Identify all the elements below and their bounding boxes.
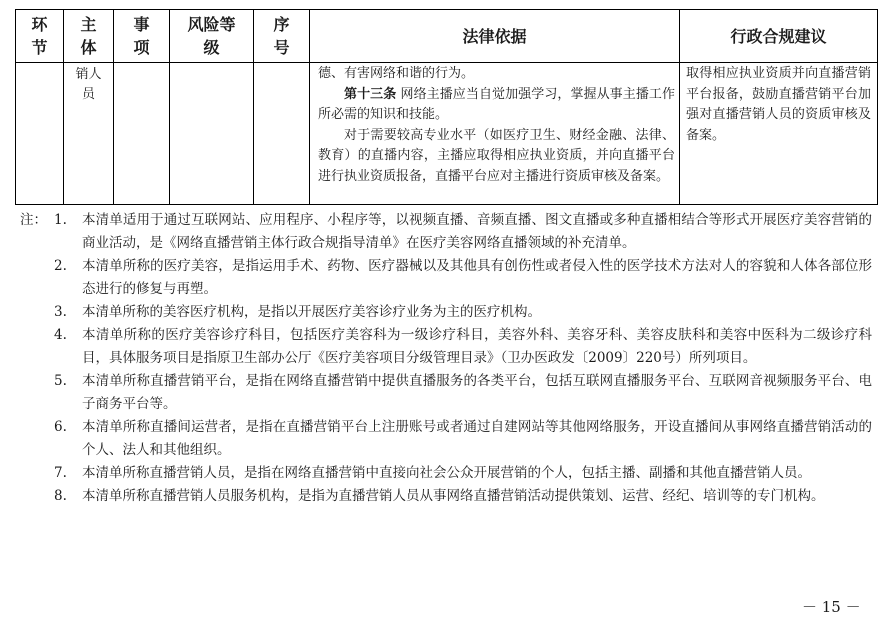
table-header-row: [16, 10, 878, 63]
header-advice: 行政合规建议: [680, 10, 878, 63]
note-text: 本清单适用于通过互联网站、应用程序、小程序等，以视频直播、音频直播、图文直播或多种直播相结合等形式开展医疗美容营销的商业活动，是《网络直播营销主体行政合规指导清单》在医疗美容网络直播领域的补充清单。: [82, 212, 872, 251]
note-number: 7.: [54, 465, 67, 481]
note-number: 1.: [54, 212, 67, 228]
cell-item: [114, 63, 170, 205]
article-13: [318, 85, 675, 126]
article-13-para2: 对于需要较高专业水平（如医疗卫生、财经金融、法律、教育）的直播内容，主播应取得相应执业资质，并向直播平台进行执业资质报备，直播平台应对主播进行资质审核及备案。: [318, 127, 675, 184]
page-number: － 15 －: [802, 598, 861, 616]
note-number: 4.: [54, 327, 67, 343]
cell-stage: [16, 63, 64, 205]
note-number: 3.: [54, 304, 67, 320]
note-text: 本清单所称直播营销平台，是指在网络直播营销中提供直播服务的各类平台，包括互联网直播服务平台、互联网音视频服务平台、电子商务平台等。: [82, 373, 872, 412]
advice-text: 取得相应执业资质并向直播营销平台报备，鼓励直播营销平台加强对直播营销人员的资质审核及备案。: [686, 66, 871, 143]
legal-basis-continued: 德、有害网络和谐的行为。: [318, 66, 475, 81]
header-legal-basis: 法律依据: [310, 10, 680, 63]
note-text: 本清单所称直播营销人员服务机构，是指为直播营销人员从事网络直播营销活动提供策划、运营、经纪、培训等的专门机构。: [82, 488, 825, 504]
header-stage: 环节: [16, 10, 64, 63]
header-seq: 序号: [254, 10, 310, 63]
note-text: 本清单所称直播营销人员，是指在网络直播营销中直接向社会公众开展营销的个人，包括主播、副播和其他直播营销人员。: [82, 465, 811, 481]
article-text: 网络主播应当自觉加强学习，掌握从事主播工作所必需的知识和技能。: [318, 86, 675, 122]
note-item: [20, 485, 872, 508]
note-number: 5.: [54, 373, 67, 389]
notes-prefix: 注：: [20, 212, 47, 228]
cell-advice: [680, 63, 878, 205]
cell-subject: [64, 63, 114, 205]
note-item: [20, 416, 872, 462]
compliance-table: [15, 9, 878, 205]
note-text: 本清单所称的医疗美容，是指运用手术、药物、医疗器械以及其他具有创伤性或者侵入性的医学技术方法对人的容貌和人体各部位形态进行的修复与再塑。: [82, 258, 872, 297]
note-text: 本清单所称直播间运营者，是指在直播营销平台上注册账号或者通过自建网站等其他网络服务，开设直播间从事网络直播营销活动的个人、法人和其他组织。: [82, 419, 872, 458]
note-item: [20, 462, 872, 485]
header-subject: 主体: [64, 10, 114, 63]
table-row: [16, 63, 878, 205]
cell-legal-basis: [310, 63, 680, 205]
header-risk-level: 风险等级: [170, 10, 254, 63]
note-item: [20, 324, 872, 370]
note-text: 本清单所称的医疗美容诊疗科目，包括医疗美容科为一级诊疗科目，美容外科、美容牙科、美容皮肤科和美容中医科为二级诊疗科目，具体服务项目是指原卫生部办公厅《医疗美容项目分级管理目录》（卫办医政发〔2009〕220号）所列项目。: [82, 327, 872, 366]
header-item: 事项: [114, 10, 170, 63]
notes-section: [20, 209, 872, 508]
note-item: [20, 255, 872, 301]
note-item: [20, 301, 872, 324]
cell-subject-text: 销人员: [75, 67, 102, 102]
note-number: 8.: [54, 488, 67, 504]
cell-seq: [254, 63, 310, 205]
note-item: [20, 209, 872, 255]
cell-risk-level: [170, 63, 254, 205]
note-number: 2.: [54, 258, 67, 274]
note-item: [20, 370, 872, 416]
article-label: 第十三条: [344, 86, 397, 102]
note-text: 本清单所称的美容医疗机构，是指以开展医疗美容诊疗业务为主的医疗机构。: [82, 304, 541, 320]
note-number: 6.: [54, 419, 67, 435]
